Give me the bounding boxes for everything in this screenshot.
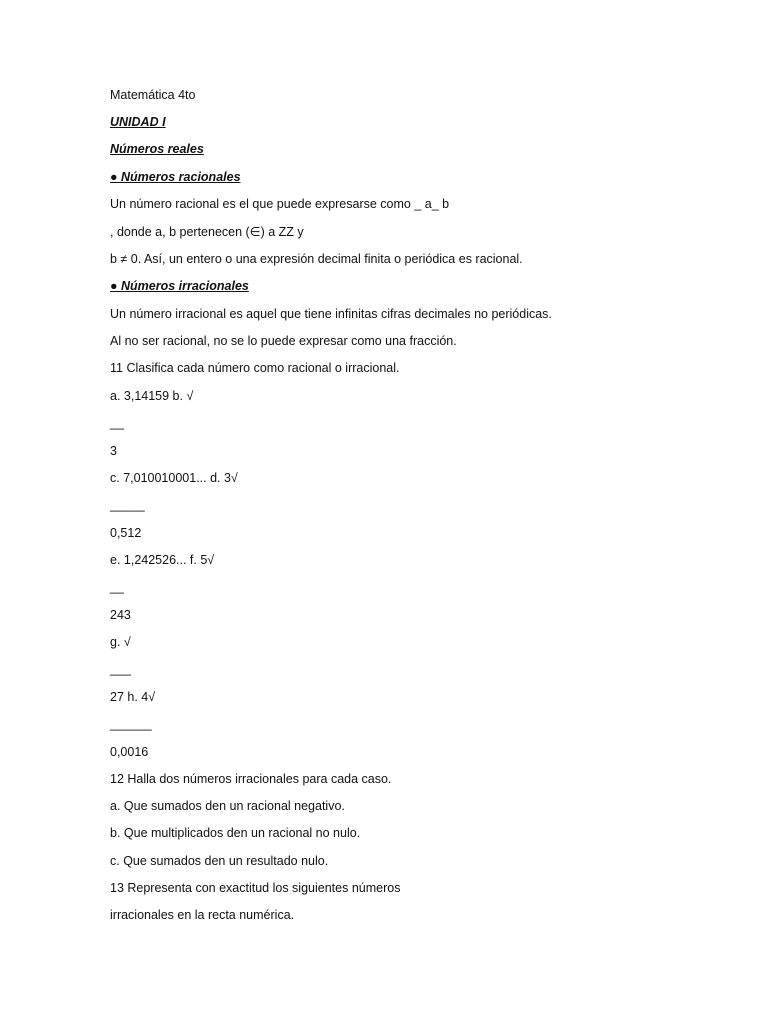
radical-bar: __: [110, 580, 124, 594]
radicand-value: 0,0016: [110, 745, 149, 759]
exercise-12-item: a. Que sumados den un racional negativo.: [110, 799, 345, 813]
unit-heading: UNIDAD I: [110, 115, 166, 129]
rational-definition-line: Un número racional es el que puede expresarse como _ a_ b: [110, 197, 450, 211]
rational-heading: ● Números racionales: [110, 170, 241, 184]
rational-definition-line: , donde a, b pertenecen (∈) a ZZ y: [110, 225, 304, 239]
irrational-definition-line: Un número irracional es aquel que tiene infinitas cifras decimales no periódicas.: [110, 307, 552, 321]
radicand-value: 0,512: [110, 526, 142, 540]
exercise-12-item: b. Que multiplicados den un racional no nulo.: [110, 826, 361, 840]
radical-bar: ___: [110, 662, 131, 676]
exercise-11-item: g. √: [110, 635, 131, 649]
document-title: Matemática 4to: [110, 88, 196, 102]
radicand-value: 243: [110, 608, 131, 622]
exercise-12-prompt: 12 Halla dos números irracionales para cada caso.: [110, 772, 392, 786]
exercise-13-prompt: irracionales en la recta numérica.: [110, 908, 295, 922]
exercise-12-item: c. Que sumados den un resultado nulo.: [110, 854, 329, 868]
irrational-definition-line: Al no ser racional, no se lo puede expresar como una fracción.: [110, 334, 457, 348]
irrational-heading: ● Números irracionales: [110, 279, 249, 293]
exercise-11-item: 27 h. 4√: [110, 690, 156, 704]
exercise-11-prompt: 11 Clasifica cada número como racional o irracional.: [110, 361, 400, 375]
radicand-value: 3: [110, 444, 117, 458]
radical-bar: _____: [110, 498, 145, 512]
radical-bar: ______: [110, 717, 152, 731]
exercise-13-prompt: 13 Representa con exactitud los siguientes números: [110, 881, 401, 895]
exercise-11-item: a. 3,14159 b. √: [110, 389, 194, 403]
radical-bar: __: [110, 416, 124, 430]
exercise-11-item: e. 1,242526... f. 5√: [110, 553, 215, 567]
section-heading: Números reales: [110, 142, 204, 156]
rational-definition-line: b ≠ 0. Así, un entero o una expresión decimal finita o periódica es racional.: [110, 252, 523, 266]
exercise-11-item: c. 7,010010001... d. 3√: [110, 471, 238, 485]
